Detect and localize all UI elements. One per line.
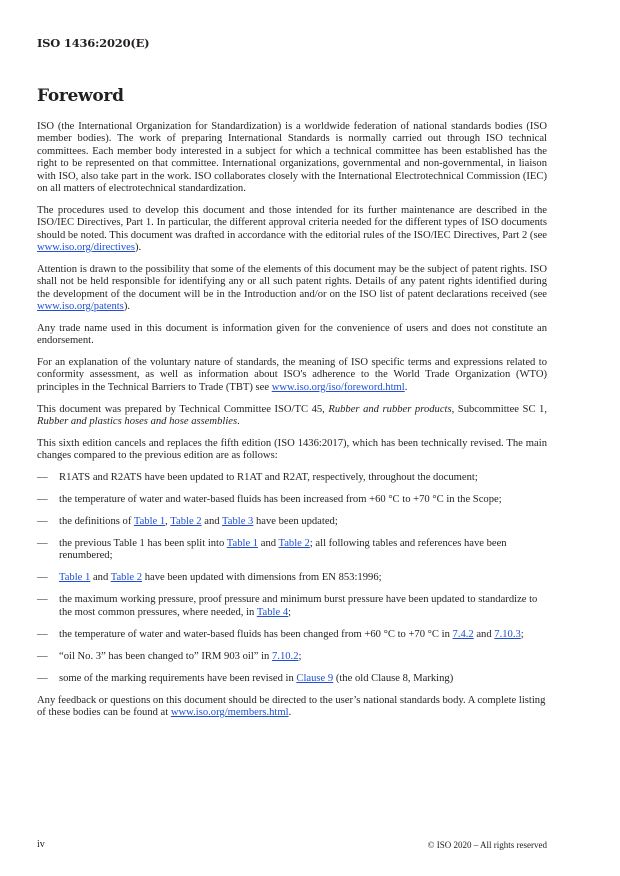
list-item	[37, 472, 547, 484]
dash-bullet: —	[37, 538, 48, 550]
text: R1ATS and R2ATS have been updated to R1AT and R2AT, respectively, throughout the document;	[59, 472, 478, 484]
text: .	[404, 381, 408, 393]
paragraph-edition: This sixth edition cancels and replaces the fifth edition (ISO 1436:2017), which has been technically revised. The main changes compared to the previous edition are as follows:	[37, 437, 547, 462]
link-table-1[interactable]: Table 1	[133, 516, 166, 528]
text: .	[237, 416, 240, 428]
document-id-header: ISO 1436:2020(E)	[37, 36, 150, 50]
foreword-body	[37, 121, 547, 729]
link-clause-9[interactable]: Clause 9	[296, 672, 334, 684]
dash-bullet: —	[37, 572, 48, 584]
text: some of the marking requirements have been revised in	[59, 672, 297, 684]
paragraph-feedback	[37, 695, 547, 720]
link-members[interactable]: www.iso.org/members.html	[170, 707, 289, 719]
text: (the old Clause 8, Marking)	[333, 672, 454, 684]
changes-list	[37, 472, 547, 685]
text: This document was prepared by Technical Committee ISO/TC 45,	[37, 403, 329, 415]
subcommittee-name: Rubber and plastics hoses and hose assemblies	[37, 416, 238, 428]
text: ,	[165, 516, 171, 528]
list-item	[37, 516, 547, 528]
paragraph-procedures	[37, 205, 547, 255]
link-clause-7-10-2[interactable]: 7.10.2	[272, 650, 299, 662]
link-table-4[interactable]: Table 4	[256, 606, 289, 618]
text: the maximum working pressure, proof pressure and minimum burst pressure have been updated to standardize to the most common pressures, where needed, in	[59, 594, 538, 618]
text: , Subcommittee SC 1,	[451, 403, 548, 415]
link-directives[interactable]: www.iso.org/directives	[37, 242, 135, 254]
text: ).	[123, 301, 130, 313]
text: ;	[288, 606, 292, 618]
text: the definitions of	[59, 516, 134, 528]
text: and	[201, 516, 223, 528]
text: For an explanation of the voluntary nature of standards, the meaning of ISO specific terms and expressions related to conformity assessment, as well as information about ISO's adherence to the World Trade Organization (WTO) principles in the Technical Barriers to Trade (TBT) see	[37, 357, 547, 393]
text: The procedures used to develop this document and those intended for its further maintenance are described in the ISO/IEC Directives, Part 1. In particular, the different approval criteria needed for the different types of ISO documents should be noted. This document was drafted in accordance with the editorial rules of the ISO/IEC Directives, Part 2 (see	[37, 204, 547, 241]
copyright-notice: © ISO 2020 – All rights reserved	[427, 840, 547, 850]
text: the previous Table 1 has been split into	[59, 538, 227, 550]
list-item	[37, 629, 547, 641]
list-item	[37, 494, 547, 506]
text: and	[258, 538, 279, 550]
page-number: iv	[37, 839, 45, 850]
link-table-3[interactable]: Table 3	[222, 516, 254, 528]
link-patents[interactable]: www.iso.org/patents	[37, 301, 124, 313]
text: Attention is drawn to the possibility that some of the elements of this document may be the subject of patent rights. ISO shall not be held responsible for identifying any or all such patent rights. Details of any patent rights identified during the development of the document will be in the Introduction and/or on the ISO list of patent declarations received (see	[37, 263, 547, 300]
dash-bullet: —	[37, 516, 48, 528]
text: and	[90, 572, 111, 584]
page-title: Foreword	[37, 86, 124, 106]
paragraph-patents	[37, 264, 547, 314]
text: the temperature of water and water-based fluids has been changed from +60 °C to +70 °C in	[59, 628, 453, 640]
link-foreword[interactable]: www.iso.org/iso/foreword.html	[271, 381, 405, 393]
list-item	[37, 651, 547, 663]
dash-bullet: —	[37, 672, 48, 684]
text: the temperature of water and water-based fluids has been increased from +60 °C to +70 °C in the Scope;	[59, 494, 502, 506]
dash-bullet: —	[37, 472, 48, 484]
list-item	[37, 538, 547, 563]
link-table-1[interactable]: Table 1	[226, 538, 259, 550]
link-table-2[interactable]: Table 2	[110, 572, 143, 584]
link-clause-7-10-3[interactable]: 7.10.3	[494, 628, 521, 640]
list-item	[37, 572, 547, 584]
link-table-2[interactable]: Table 2	[170, 516, 202, 528]
paragraph-voluntary	[37, 357, 547, 394]
text: ;	[298, 650, 302, 662]
text: .	[288, 707, 292, 719]
list-item	[37, 673, 547, 685]
text: ; all following tables and references have been renumbered;	[59, 538, 507, 562]
dash-bullet: —	[37, 594, 48, 606]
paragraph-iso-intro: ISO (the International Organization for Standardization) is a worldwide federation of national standards bodies (ISO member bodies). The work of preparing International Standards is normally carried out through ISO technical committees. Each member body interested in a subject for which a technical committee has been established has the right to be represented on that committee. International organizations, governmental and non-governmental, in liaison with ISO, also take part in the work. ISO collaborates closely with the International Electrotechnical Commission (IEC) on all matters of electrotechnical standardization.	[37, 121, 547, 195]
paragraph-trade-name: Any trade name used in this document is information given for the convenience of users and does not constitute an endorsement.	[37, 322, 547, 347]
text: “oil No. 3” has been changed to” IRM 903 oil” in	[59, 650, 272, 662]
text: have been updated with dimensions from EN 853:1996;	[142, 572, 382, 584]
paragraph-committee	[37, 404, 547, 429]
link-table-1[interactable]: Table 1	[59, 572, 91, 584]
dash-bullet: —	[37, 628, 48, 640]
text: have been updated;	[253, 516, 338, 528]
link-table-2[interactable]: Table 2	[278, 538, 310, 550]
dash-bullet: —	[37, 494, 48, 506]
dash-bullet: —	[37, 650, 48, 662]
link-clause-7-4-2[interactable]: 7.4.2	[452, 628, 474, 640]
text: Any feedback or questions on this document should be directed to the user’s national standards body. A complete listing of these bodies can be found at	[37, 694, 546, 719]
committee-name: Rubber and rubber products	[328, 403, 452, 415]
text: and	[473, 628, 495, 640]
text: ).	[134, 242, 142, 254]
list-item	[37, 594, 547, 619]
text: ;	[520, 628, 524, 640]
